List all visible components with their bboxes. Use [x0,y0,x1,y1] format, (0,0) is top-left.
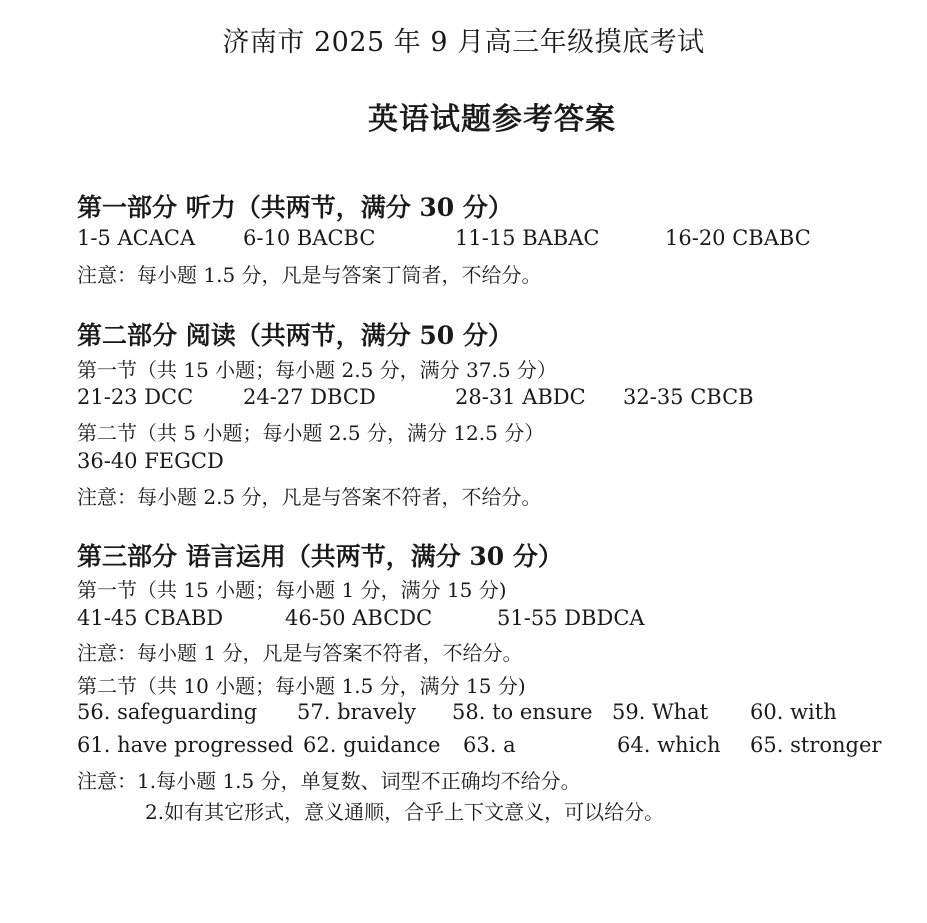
part3-note2-line1: 注意：1.每小题 1.5 分，单复数、词型不正确均不给分。 [77,769,581,793]
answer-group: 11-15 BABAC [455,226,600,250]
part2-note: 注意：每小题 2.5 分，凡是与答案不符者，不给分。 [77,485,542,509]
answer-group: 1-5 ACACA [77,226,196,250]
answer-item: 60. with [750,700,837,724]
answer-item: 63. a [463,733,516,757]
answer-item: 64. which [617,733,721,757]
answer-group: 6-10 BACBC [243,226,376,250]
answer-group: 51-55 DBDCA [497,606,645,630]
part2-heading: 第二部分 阅读（共两节，满分 50 分） [77,321,513,350]
part3-section1-desc: 第一节（共 15 小题；每小题 1 分，满分 15 分) [77,578,507,602]
answer-group: 32-35 CBCB [623,385,754,409]
answer-item: 56. safeguarding [77,700,258,724]
answer-group: 46-50 ABCDC [285,606,433,630]
part3-note1: 注意：每小题 1 分，凡是与答案不符者，不给分。 [77,641,523,665]
answer-item: 61. have progressed [77,733,294,757]
answer-item: 62. guidance [303,733,441,757]
answer-group: 24-27 DBCD [243,385,376,409]
part2-section2-desc: 第二节（共 5 小题；每小题 2.5 分，满分 12.5 分） [77,421,545,445]
answer-group: 28-31 ABDC [455,385,586,409]
part2-section1-desc: 第一节（共 15 小题；每小题 2.5 分，满分 37.5 分） [77,358,557,382]
answer-item: 58. to ensure [452,700,593,724]
part3-heading: 第三部分 语言运用（共两节，满分 30 分） [77,542,563,571]
exam-title: 济南市 2025 年 9 月高三年级摸底考试 [222,27,705,58]
part3-section2-desc: 第二节（共 10 小题；每小题 1.5 分，满分 15 分) [77,674,526,698]
answer-group: 41-45 CBABD [77,606,224,630]
answer-item: 65. stronger [750,733,882,757]
answer-item: 59. What [612,700,709,724]
answer-group: 21-23 DCC [77,385,194,409]
document-subtitle: 英语试题参考答案 [368,102,616,137]
part3-note2-line2: 2.如有其它形式，意义通顺，合乎上下文意义，可以给分。 [145,800,665,824]
answer-group: 36-40 FEGCD [77,449,224,473]
part1-note: 注意：每小题 1.5 分，凡是与答案丁筒者，不给分。 [77,263,542,287]
part1-heading: 第一部分 听力（共两节，满分 30 分） [77,193,513,222]
answer-group: 16-20 CBABC [665,226,811,250]
answer-item: 57. bravely [297,700,416,724]
